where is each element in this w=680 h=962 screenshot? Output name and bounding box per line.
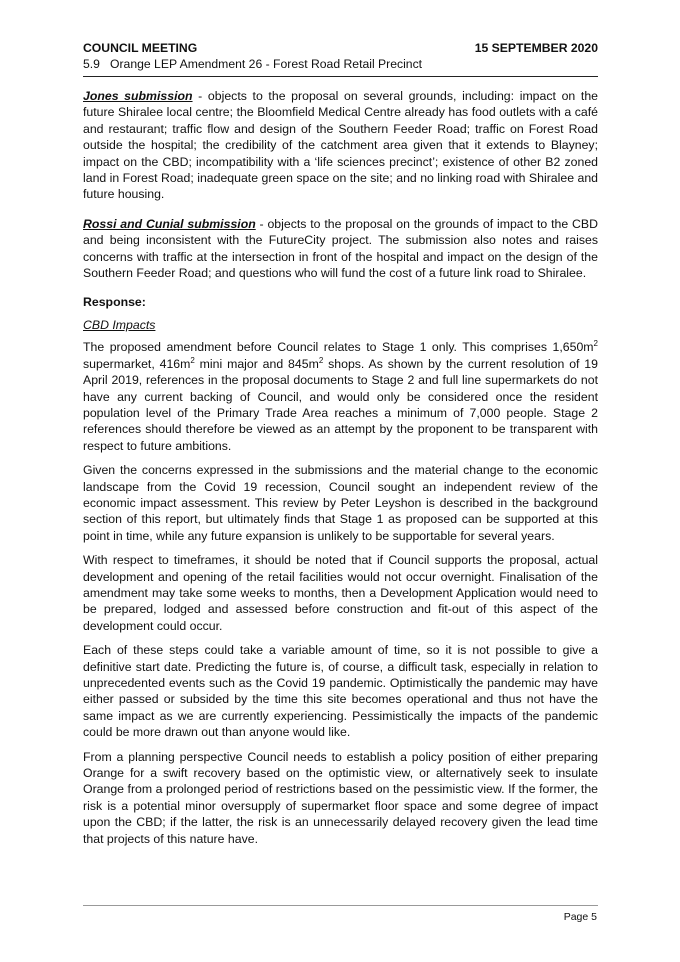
item-number: 5.9	[83, 57, 100, 71]
submission-rossi-cunial	[83, 216, 598, 282]
meeting-date: 15 SEPTEMBER 2020	[474, 41, 598, 55]
submission-text: - objects to the proposal on the grounds of impact to the CBD and being inconsistent with the FutureCity project. The submission also notes and raises concerns with traffic at the intersection in front of the hospital and impact on the design of the Southern Feeder Road; and questions who will fund the cost of a future link road to Shiralee.	[83, 216, 598, 281]
text-run: mini major and 845m	[194, 356, 319, 371]
submission-name: Jones submission	[83, 89, 193, 103]
paragraph-economic-review: Given the concerns expressed in the submissions and the material change to the economic landscape from the Covid 19 recession, Council sought an independent review of the economic impact assessment. This review by Peter Leyshon is described in the background section of this report, but ultimately finds that Stage 1 as proposed can be supported at this point in time, while any future expansion is unlikely to be supportable for several years.	[83, 463, 598, 543]
text-run: The proposed amendment before Council relates to Stage 1 only. This comprises 1,650m	[83, 340, 594, 355]
item-reference	[83, 57, 598, 72]
footer-divider	[83, 905, 598, 906]
superscript: 2	[318, 355, 324, 365]
response-heading: Response:	[83, 295, 146, 310]
submission-text: - objects to the proposal on several grounds, including: impact on the future Shiralee local centre; the Bloomfield Medical Centre already has food outlets with a café and restaurant; traffic flow and design of the Southern Feeder Road; traffic on Forest Road outside the hospital; the credibility of the catchment area given that it extends to Blayney; impact on the CBD; incompatibility with a ‘life sciences precinct’; existence of other B2 zoned land in Forest Road; inadequate green space on the site; and no linking road with Shiralee and future housing.	[83, 89, 598, 202]
paragraph-pandemic: Each of these steps could take a variable amount of time, so it is not possible to give a definitive start date. Predicting the future is, of course, a difficult task, especially in relation to unprecedented events such as the Covid 19 pandemic. Optimistically the pandemic may have either passed or subsided by the time this site becomes operational and thus not have the same impact as we are currently experiencing. Pessimistically the impacts of the pandemic could be more drawn out than anyone would like.	[83, 643, 598, 740]
header-row	[83, 40, 598, 56]
page-number: Page 5	[563, 911, 597, 923]
paragraph-stage-1	[83, 339, 598, 454]
meeting-title: COUNCIL MEETING	[83, 41, 198, 55]
superscript: 2	[190, 355, 195, 365]
submission-name: Rossi and Cunial submission	[83, 216, 256, 231]
paragraph-timeframes: With respect to timeframes, it should be noted that if Council supports the proposal, actual development and opening of the retail facilities would not occur overnight. Finalisation of the amendment may take some weeks to months, then a Development Application would need to be prepared, lodged and assessed before construction and fit-out of this aspect of the development could occur.	[83, 553, 598, 633]
header-divider	[83, 76, 598, 77]
page-header	[83, 40, 598, 72]
page-body	[83, 88, 598, 855]
paragraph-planning-perspective: From a planning perspective Council needs to establish a policy position of either preparing Orange for a swift recovery based on the optimistic view, or alternatively seek to insulate Orange from a prolonged period of restrictions based on the pessimistic view. If the former, the risk is a potential minor oversupply of supermarket floor space and some degree of impact upon the CBD; if the latter, the risk is an unnecessarily delayed recovery given the lead time that projects of this nature have.	[83, 749, 598, 846]
text-run: shops. As shown by the current resolution of 19 April 2019, references in the proposal documents to Stage 2 and full line supermarkets do not have any current backing of Council, and would only be considered once the resident population level of the Primary Trade Area reaches a minimum of 7,000 people. Stage 2 references should therefore be viewed as an attempt by the proponent to be transparent with respect to future ambitions.	[83, 356, 598, 453]
cbd-impacts-subheading: CBD Impacts	[83, 317, 156, 332]
superscript: 2	[593, 339, 598, 349]
submission-jones	[83, 88, 598, 203]
item-title: Orange LEP Amendment 26 - Forest Road Retail Precinct	[110, 57, 423, 71]
text-run: supermarket, 416m	[83, 356, 191, 371]
